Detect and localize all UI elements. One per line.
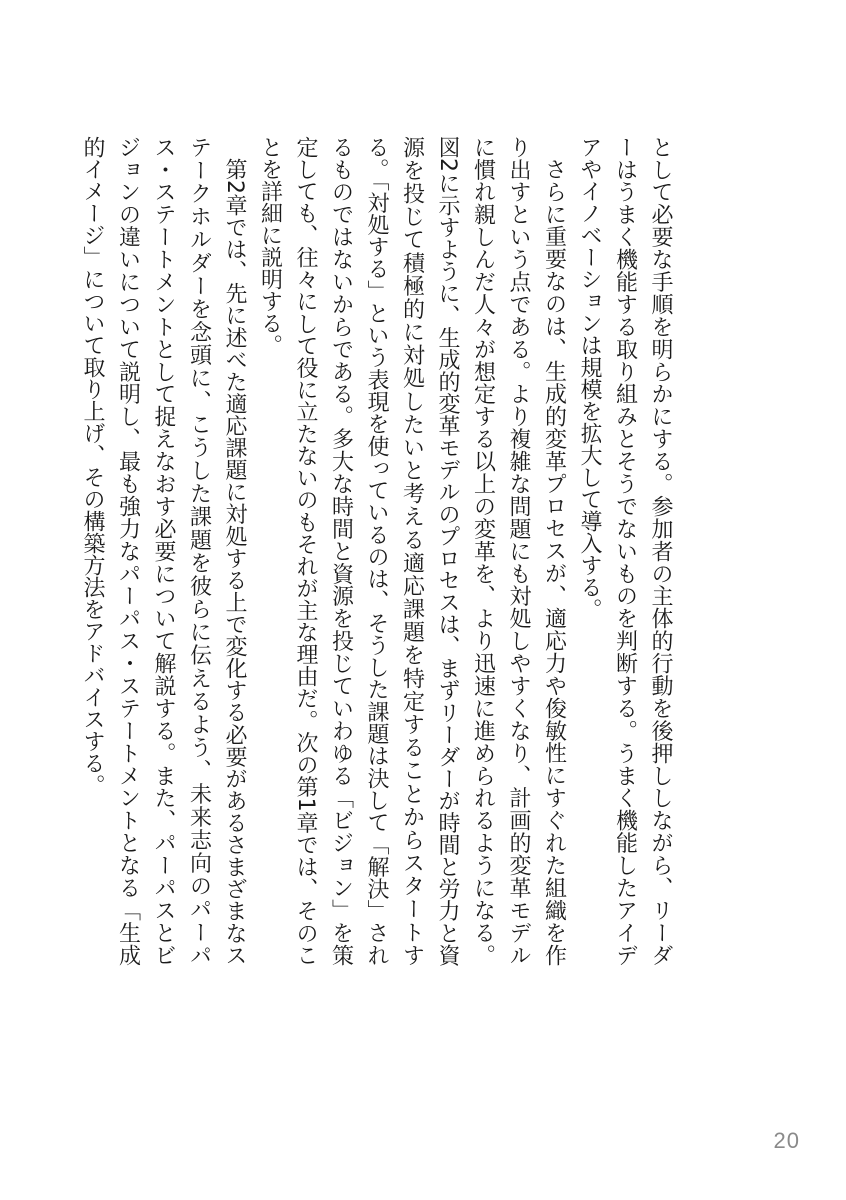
paragraph-2: さらに重要なのは、生成的変革プロセスが、適応力や俊敏性にすぐれた組織を作り出すという点である。より複雑な問題にも対処しやすくなり、計画的変革モデルに慣れ親しんだ人々が想定する以上の変革を、より迅速に進められるようになる。図2に示すように、生成的変革モデルのプロセスは、まずリーダーが時間と労力と資源を投じて積極的に対処したいと考える適応課題を特定することからスタートする。「対処する」という表現を使っているのは、そうした課題は決して「解決」されるものではないからである。多大な時間と資源を投じていわゆる「ビジョン」を策定しても、往々にして役に立たないのもそれが主な理由だ。次の第1章では、そのことを詳細に説明する。 bbox=[257, 136, 567, 967]
paragraph-1: として必要な手順を明らかにする。参加者の主体的行動を後押ししながら、リーダーはうまく機能する取り組みとそうでないものを判断する。うまく機能したアイデアやイノベーションは規模を拡大して導入する。 bbox=[577, 136, 673, 967]
paragraph-3: 第2章では、先に述べた適応課題に対処する上で変化する必要があるさまざまなステークホルダーを念頭に、こうした課題を彼らに伝えるよう、未来志向のパーパス・ステートメントとして捉えなおす必要について解説する。また、パーパスとビジョンの違いについて説明し、最も強力なパーパス・ステートメントとなる「生成的イメージ」について取り上げ、その構築方法をアドバイスする。 bbox=[80, 136, 247, 967]
page-number: 20 bbox=[773, 1128, 800, 1153]
body-text bbox=[80, 136, 678, 967]
